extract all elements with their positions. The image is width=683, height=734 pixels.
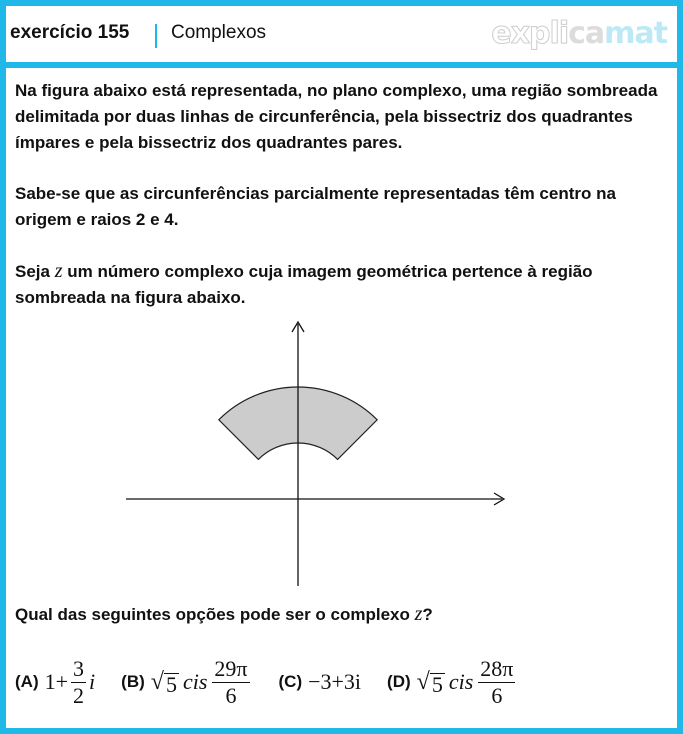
header — [6, 6, 677, 68]
option-a[interactable] — [15, 656, 95, 709]
option-c-label: (C) — [278, 672, 303, 691]
complex-plane-figure — [120, 318, 520, 590]
option-d-value: √ 5 cis $\frac{28\pi}{6}$ — [416, 655, 514, 708]
variable-z: z — [54, 260, 63, 282]
option-c-value: −3+3i — [308, 669, 362, 694]
exercise-number: exercício 155 — [10, 22, 130, 43]
option-d-label: (D) — [387, 672, 411, 691]
exercise-topic: Complexos — [171, 22, 267, 43]
header-separator — [155, 24, 157, 48]
question: Qual das seguintes opções pode ser o complexo z? — [15, 603, 433, 625]
option-c[interactable] — [279, 669, 362, 695]
paragraph-z: Seja z um número complexo cuja imagem geométrica pertence à região sombreada na figura abaixo. — [15, 260, 593, 307]
paragraph-radii: Sabe-se que as circunferências parcialmente representadas têm centro na origem e raios 2 e 4. — [15, 184, 616, 229]
option-a-value: 1+ $\frac{3}{2}$ i — [44, 655, 96, 708]
option-a-label: (A) — [15, 672, 39, 691]
explicamat-logo: explicamat — [491, 16, 667, 51]
option-d[interactable] — [387, 656, 518, 709]
answer-options — [15, 652, 544, 712]
question-variable-z: z — [414, 603, 423, 625]
option-b[interactable] — [121, 656, 252, 709]
option-b-value: √ 5 cis $\frac{29\pi}{6}$ — [150, 655, 248, 708]
option-b-label: (B) — [121, 672, 145, 691]
paragraph-figure: Na figura abaixo está representada, no plano complexo, uma região sombreada delimitada por duas linhas de circunferência, pela bissectriz dos quadrantes ímpares e pela bissectriz dos quadrantes pares. — [15, 81, 658, 152]
problem-statement — [15, 78, 675, 336]
